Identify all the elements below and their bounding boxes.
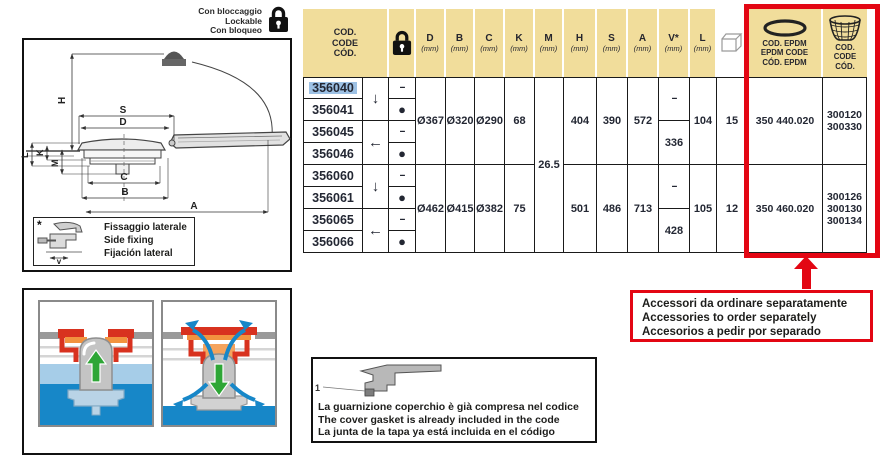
arrow-down-cell: ↓ [363, 165, 389, 209]
col-header-epdm: COD. EPDM EPDM CODE CÓD. EPDM [748, 9, 823, 77]
dim-label-A: A [190, 201, 198, 212]
package-qty-cell: 12 [717, 165, 748, 253]
side-fixing-drawing [36, 220, 100, 265]
strainer-basket-icon [827, 15, 863, 42]
gasket-note-line: La guarnizione coperchio è già compresa nel codice [318, 401, 579, 413]
lockable-note-line: Con bloqueo [210, 25, 262, 35]
lock-cell: ● [389, 99, 416, 121]
dim-V-cell: -- [659, 165, 690, 209]
col-header-S: S (mm) [597, 9, 628, 77]
lockable-note-line: Lockable [225, 15, 262, 26]
package-qty-cell: 15 [717, 77, 748, 165]
epdm-code-cell: 350 460.020 [748, 165, 823, 253]
col-header-A: A (mm) [628, 9, 659, 77]
valve-open-illustration [161, 300, 277, 427]
basket-code: 300134 [826, 214, 863, 227]
dim-M-cell: 26.5 [535, 77, 564, 253]
dim-A-cell: 572 [628, 77, 659, 165]
col-header-lockable [389, 9, 416, 77]
dim-label-M: M [50, 159, 60, 167]
code-cell: 356046 [303, 143, 363, 165]
col-header-B: B (mm) [446, 9, 475, 77]
dim-label-B: B [121, 187, 129, 198]
dim-B-cell: Ø415 [446, 165, 475, 253]
highlighted-code: 356040 [309, 82, 357, 94]
header-code-line: CÓD. [333, 48, 357, 59]
padlock-icon [391, 29, 413, 57]
code-cell [303, 77, 363, 99]
side-fixing-text [104, 221, 187, 260]
col-header-H: H (mm) [564, 9, 597, 77]
dim-V-cell: 336 [659, 121, 690, 165]
side-fixing-line: Fissaggio laterale [104, 222, 187, 233]
basket-code: 300130 [826, 202, 863, 215]
dim-V-cell: -- [659, 77, 690, 121]
lock-cell: -- [389, 121, 416, 143]
dim-D-cell: Ø462 [416, 165, 446, 253]
accessories-note-line: Accessories to order separately [642, 312, 817, 324]
col-header-D: D (mm) [416, 9, 446, 77]
side-fixing-line: Side fixing [104, 235, 154, 246]
dim-label-K: K [35, 149, 45, 156]
dim-label-L: L [20, 152, 30, 158]
package-icon [719, 32, 745, 54]
basket-codes-cell [823, 165, 867, 253]
dim-S-cell: 390 [597, 77, 628, 165]
dim-A-cell: 713 [628, 165, 659, 253]
accessories-note-box [630, 290, 873, 342]
basket-code: 300330 [826, 121, 863, 133]
lockable-note-line: Con bloccaggio [198, 6, 262, 16]
padlock-icon [267, 5, 290, 34]
dim-B-cell: Ø320 [446, 77, 475, 165]
dim-label-H: H [57, 96, 68, 104]
code-cell: 356045 [303, 121, 363, 143]
col-header-K: K (mm) [505, 9, 535, 77]
col-header-L: L (mm) [690, 9, 717, 77]
epdm-code-cell: 350 440.020 [748, 77, 823, 165]
accessories-note-line: Accessori da ordinare separatamente [642, 298, 848, 310]
gasket-note-box [311, 357, 597, 443]
gasket-ref-number: 1 [315, 383, 321, 393]
lock-cell: -- [389, 209, 416, 231]
dim-label-C: C [120, 172, 128, 183]
header-code-line: COD. [333, 27, 357, 38]
dim-K-cell: 68 [505, 77, 535, 165]
arrow-down-cell: ↓ [363, 77, 389, 121]
valve-closed-illustration [38, 300, 154, 427]
header-code-line: CODE [331, 37, 358, 48]
red-arrow-shaft [802, 268, 811, 289]
dim-label-D: D [119, 117, 127, 128]
col-header-package [717, 9, 748, 77]
dim-D-cell: Ø367 [416, 77, 446, 165]
dim-H-cell: 501 [564, 165, 597, 253]
col-header-C: C (mm) [475, 9, 505, 77]
code-cell: 356041 [303, 99, 363, 121]
side-fixing-inset [33, 217, 195, 266]
dim-C-cell: Ø290 [475, 77, 505, 165]
dim-V-cell: 428 [659, 209, 690, 253]
dim-L-cell: 105 [690, 165, 717, 253]
basket-code: 300126 [826, 190, 863, 203]
code-cell: 356065 [303, 209, 363, 231]
dim-K-cell: 75 [505, 165, 535, 253]
accessories-note-line: Accesorios a pedir por separado [642, 326, 821, 338]
lock-cell: ● [389, 231, 416, 253]
side-fixing-line: Fijación lateral [104, 248, 173, 259]
gasket-note-line: The cover gasket is already included in the code [318, 413, 560, 426]
dim-C-cell: Ø382 [475, 165, 505, 253]
code-cell: 356060 [303, 165, 363, 187]
lock-cell: ● [389, 187, 416, 209]
basket-codes-cell [823, 77, 867, 165]
col-header-V: V* (mm) [659, 9, 690, 77]
code-cell: 356066 [303, 231, 363, 253]
col-header-basket: COD. CODE CÓD. [823, 9, 867, 77]
lock-cell: -- [389, 77, 416, 99]
oring-gasket-icon [762, 19, 808, 37]
col-header-code [303, 9, 389, 77]
dim-L-cell: 104 [690, 77, 717, 165]
dim-S-cell: 486 [597, 165, 628, 253]
lock-cell: -- [389, 165, 416, 187]
lock-cell: ● [389, 143, 416, 165]
cover-gasket-drawing [321, 361, 451, 401]
technical-drawing-box [22, 38, 292, 272]
code-cell: 356061 [303, 187, 363, 209]
dim-label-v: v [56, 257, 62, 266]
gasket-note-line: La junta de la tapa ya está incluida en el código [318, 426, 555, 438]
basket-code: 300120 [826, 109, 863, 121]
lockable-note [140, 7, 262, 36]
gasket-note-text [318, 401, 579, 439]
col-header-M: M (mm) [535, 9, 564, 77]
arrow-left-cell: ← [363, 209, 389, 253]
valve-illustrations-box [22, 288, 292, 455]
product-table [303, 9, 867, 253]
dim-H-cell: 404 [564, 77, 597, 165]
dim-label-S: S [119, 105, 127, 116]
asterisk-marker: * [37, 218, 42, 232]
arrow-left-cell: ← [363, 121, 389, 165]
